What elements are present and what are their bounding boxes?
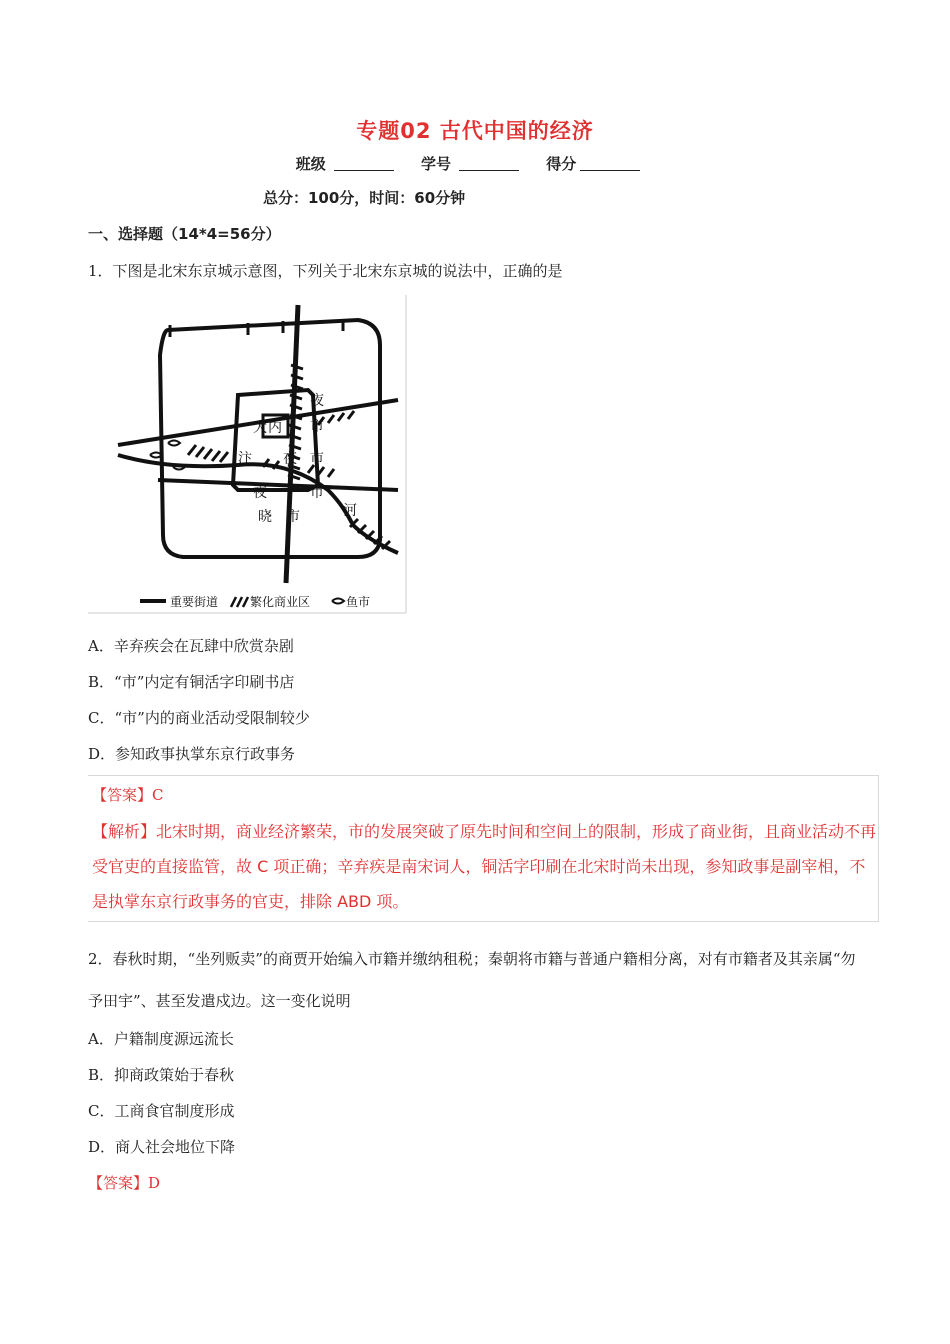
q1-option-b[interactable]: B．“市”内定有铜活字印刷书店 (88, 673, 295, 691)
q1-answer-line (92, 784, 164, 805)
q1-answer-value: C (152, 786, 164, 804)
map-label-nei: 内 (268, 420, 282, 436)
q1-answer-tag: 【答案】 (92, 786, 153, 804)
id-label: 学号 (420, 155, 451, 173)
map-label-da: 大 (253, 420, 267, 436)
map-label-shi3: 市 (310, 485, 324, 501)
map-label-bian: 汴 (238, 451, 252, 467)
legend-street-label: 重要街道 (170, 595, 219, 609)
map-label-ye2: 夜 (283, 451, 297, 467)
map-label-he: 河 (343, 503, 357, 519)
legend-fish-swatch (332, 599, 344, 604)
q1-option-a[interactable]: A．辛弃疾会在瓦肆中欣赏杂剧 (88, 637, 294, 655)
legend-commercial-swatch (231, 597, 248, 607)
q2-answer-value: D (148, 1174, 161, 1192)
q1-explain-text: 北宋时期，商业经济繁荣，市的发展突破了原先时间和空间上的限制，形成了商业街，且商业活动不再受官吏的直接监管，故 C 项正确；辛弃疾是南宋词人，铜活字印刷在北宋时尚未出现，参知政事是副宰相，不是执掌东京行政事务的官吏，排除 ABD 项。 (92, 822, 877, 911)
map-label-xiao: 晓 (258, 509, 272, 525)
q2-option-a[interactable]: A．户籍制度源远流长 (88, 1030, 234, 1048)
section-heading: 一、选择题（14*4=56分） (88, 225, 281, 243)
map-label-ye3: 夜 (253, 485, 267, 501)
q1-answer-box (88, 775, 879, 922)
q1-option-c[interactable]: C．“市”内的商业活动受限制较少 (88, 709, 310, 727)
kaifeng-map-figure (88, 295, 408, 615)
map-svg (88, 295, 408, 615)
q1-explanation (92, 814, 877, 919)
id-blank[interactable] (459, 155, 519, 171)
q2-option-d[interactable]: D．商人社会地位下降 (88, 1138, 236, 1156)
score-label: 得分 (546, 155, 577, 173)
map-label-shi2: 市 (310, 451, 324, 467)
total-score-time: 总分：100分，时间：60分钟 (263, 189, 466, 207)
score-blank[interactable] (580, 155, 640, 171)
map-label-shi1: 市 (310, 419, 324, 435)
q2-option-b[interactable]: B．抑商政策始于春秋 (88, 1066, 235, 1084)
class-blank[interactable] (334, 155, 394, 171)
q2-option-c[interactable]: C．工商食官制度形成 (88, 1102, 235, 1120)
q2-answer-tag: 【答案】 (88, 1174, 149, 1192)
q1-option-d[interactable]: D．参知政事执掌东京行政事务 (88, 745, 296, 763)
page-title: 专题02 古代中国的经济 (356, 119, 594, 143)
student-info-line (0, 153, 950, 174)
legend-fish-label: 鱼市 (346, 595, 371, 609)
question-2-stem: 2．春秋时期，“坐列贩卖”的商贾开始编入市籍并缴纳租税；秦朝将市籍与普通户籍相分离，对有市籍者及其亲属“勿予田宇”、甚至发遣戍边。这一变化说明 (88, 950, 856, 1010)
map-label-ye1: 夜 (310, 393, 324, 409)
q1-explain-tag: 【解析】 (92, 822, 157, 841)
question-1-stem: 1．下图是北宋东京城示意图，下列关于北宋东京城的说法中，正确的是 (88, 262, 563, 280)
q2-answer-line (88, 1172, 160, 1193)
class-label: 班级 (295, 155, 326, 173)
legend-commercial-label: 繁化商业区 (250, 595, 311, 609)
map-label-shi4: 市 (286, 509, 300, 525)
